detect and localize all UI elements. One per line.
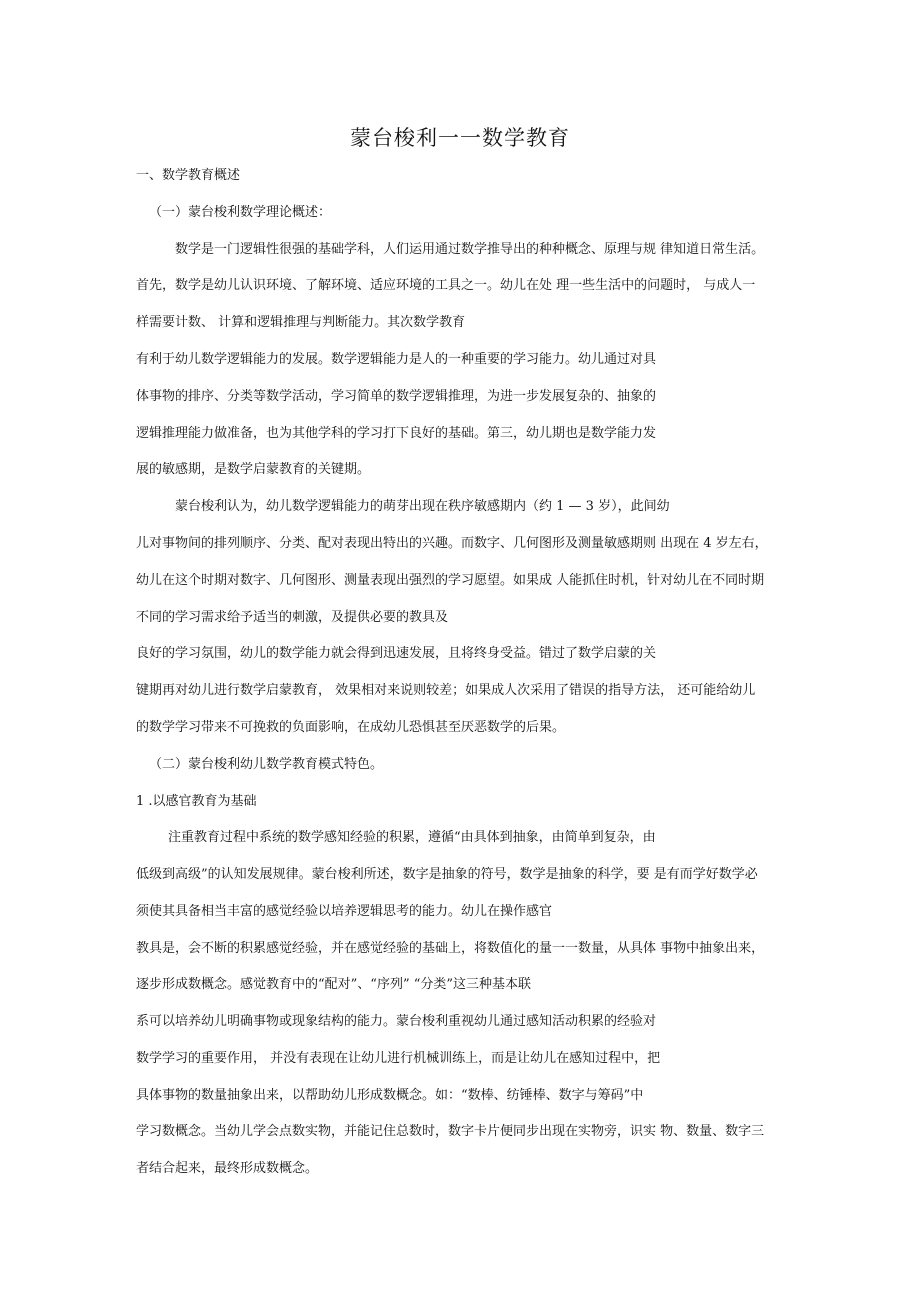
paragraph-line: 数学学习的重要作用， 并没有表现在让幼儿进行机械训练上，而是让幼儿在感知过程中，把 bbox=[136, 1051, 661, 1066]
paragraph-line: 注重教育过程中系统的数学感知经验的积累，遵循“由具体到抽象，由简单到复杂，由 bbox=[168, 830, 656, 845]
paragraph-line: 幼儿在这个时期对数字、几何图形、测量表现出强烈的学习愿望。如果成 人能抓住时机，针对幼儿在不同时期 bbox=[136, 573, 765, 588]
paragraph-line: 者结合起来，最终形成数概念。 bbox=[136, 1161, 319, 1176]
paragraph-line: 系可以培养幼儿明确事物或现象结构的能力。蒙台梭利重视幼儿通过感知活动积累的经验对 bbox=[136, 1014, 657, 1029]
section-heading-1: 一、数学教育概述 bbox=[136, 168, 241, 183]
paragraph-line: 低级到高级”的认知发展规律。蒙台梭利所述，数字是抽象的符号，数学是抽象的科学，要 是有而学好数学必 bbox=[136, 867, 758, 882]
numbered-heading-1: 1 .以感官教育为基础 bbox=[136, 794, 257, 809]
paragraph-line: 蒙台梭利认为，幼儿数学逻辑能力的萌芽出现在秩序敏感期内（约 1 — 3 岁），此间幼 bbox=[175, 499, 670, 514]
paragraph-line: 有利于幼儿数学逻辑能力的发展。数学逻辑能力是人的一种重要的学习能力。幼儿通过对具 bbox=[136, 352, 657, 367]
paragraph-line: 具体事物的数量抽象出来，以帮助幼儿形成数概念。如：“数棒、纺锤棒、数字与筹码”中 bbox=[136, 1088, 644, 1103]
paragraph-line: 逻辑推理能力做准备，也为其他学科的学习打下良好的基础。第三，幼儿期也是数学能力发 bbox=[136, 426, 657, 441]
paragraph-line: 须使其具备相当丰富的感觉经验以培养逻辑思考的能力。幼儿在操作感官 bbox=[136, 904, 553, 919]
paragraph-line: 首先，数学是幼儿认识环境、了解环境、适应环境的工具之一。幼儿在处 理一些生活中的问题时， 与成人一 bbox=[136, 278, 756, 293]
paragraph-line: 教具是，会不断的积累感觉经验，并在感觉经验的基础上，将数值化的量一一数量，从具体 事物中抽象出来， bbox=[136, 941, 765, 956]
subsection-heading-2: （二）蒙台梭利幼儿数学教育模式特色。 bbox=[149, 757, 384, 772]
paragraph-line: 键期再对幼儿进行数学启蒙教育， 效果相对来说则较差；如果成人次采用了错误的指导方法， 还可能给幼儿 bbox=[136, 683, 756, 698]
document-title: 蒙台梭利一一数学教育 bbox=[350, 126, 570, 150]
paragraph-line: 不同的学习需求给予适当的刺激，及提供必要的教具及 bbox=[136, 610, 449, 625]
paragraph-line: 数学是一门逻辑性很强的基础学科，人们运用通过数学推导出的种种概念、原理与规 律知道日常生活。 bbox=[175, 242, 765, 257]
paragraph-line: 儿对事物间的排列顺序、分类、配对表现出特出的兴趣。而数字、几何图形及测量敏感期则 出现在 4 岁左右， bbox=[136, 536, 768, 551]
paragraph-line: 学习数概念。当幼儿学会点数实物，并能记住总数时，数字卡片便同步出现在实物旁，识实 物、数量、数字三 bbox=[136, 1124, 765, 1139]
paragraph-line: 良好的学习氛围，幼儿的数学能力就会得到迅速发展，且将终身受益。错过了数学启蒙的关 bbox=[136, 646, 657, 661]
paragraph-line: 样需要计数、 计算和逻辑推理与判断能力。其次数学教育 bbox=[136, 315, 466, 330]
paragraph-line: 逐步形成数概念。感觉教育中的“配对”、“序列” “分类”这三种基本联 bbox=[136, 977, 532, 992]
paragraph-line: 展的敏感期，是数学启蒙教育的关键期。 bbox=[136, 462, 371, 477]
subsection-heading-1: （一）蒙台梭利数学理论概述： bbox=[149, 205, 332, 220]
paragraph-line: 体事物的排序、分类等数学活动，学习简单的数学逻辑推理，为进一步发展复杂的、抽象的 bbox=[136, 389, 657, 404]
paragraph-line: 的数学学习带来不可挽救的负面影响，在成幼儿恐惧甚至厌恶数学的后果。 bbox=[136, 720, 566, 735]
